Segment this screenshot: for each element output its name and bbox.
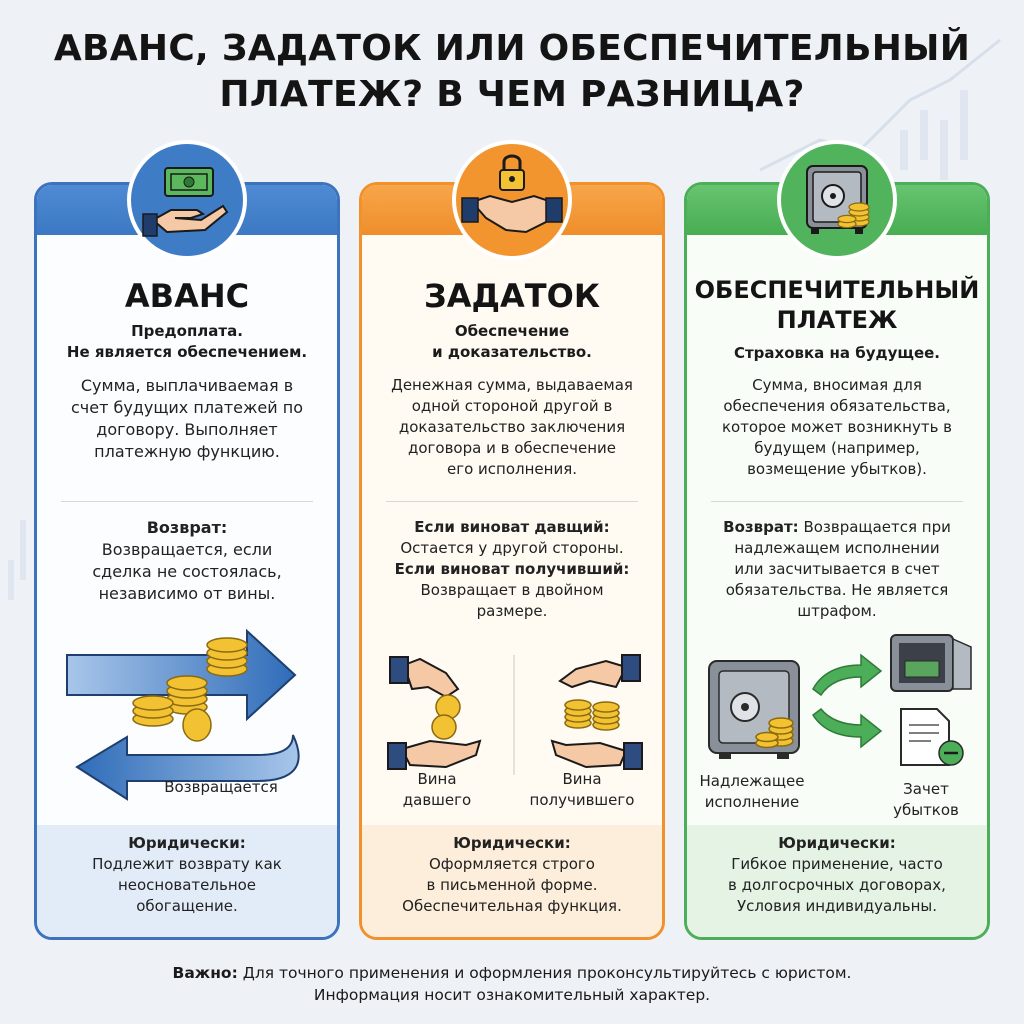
safe-arrows-illustration [701,631,981,771]
safe-coins-icon [777,140,897,260]
handshake-lock-icon [452,140,572,260]
return-section: Возврат: Возвращается при надлежащем исполнении или засчитывается в счет обязательства. Не является штрафом. [723,518,951,620]
card-subtitle-2: Не является обеспечением. [66,343,308,361]
card-title: ОБЕСПЕЧИТЕЛЬНЫЙ ПЛАТЕЖ [694,276,980,334]
card-subtitle-1: Обеспечение [454,322,570,340]
fault-receiver-label: Вина получившего [529,770,635,809]
card-description: Сумма, вносимая для обеспечения обязательства, которое может возникнуть в будущем (например, возмещение убытков). [721,376,953,478]
returns-label: Возвращается [164,778,278,796]
disclaimer-note: Важно: Для точного применения и оформления проконсультируйтесь с юристом. Информация носит ознакомительный характер. [172,964,852,1004]
return-section: Возврат: Возвращается, если сделка не состоялась, независимо от вины. [92,518,282,603]
fault-giver-label: Вина давшего [402,770,472,809]
legal-footer: Юридически: Гибкое применение, часто в долгосрочных договорах, Условия индивидуальны. [687,825,987,937]
divider [386,501,638,502]
page-title: АВАНС, ЗАДАТОК ИЛИ ОБЕСПЕЧИТЕЛЬНЫЙ ПЛАТЕЖ? В ЧЕМ РАЗНИЦА? [53,28,971,115]
proper-performance-label: Надлежащее исполнение [699,772,805,811]
divider [711,501,963,502]
card-zadatok [359,182,665,940]
divider [61,501,313,502]
legal-footer: Юридически: Подлежит возврату как неосновательное обогащение. [37,825,337,937]
card-description: Денежная сумма, выдаваемая одной стороной другой в доказательство заключения договора и в обеспечение его исполнения. [391,376,633,478]
card-description: Сумма, выплачиваемая в счет будущих платежей по договору. Выполняет платежную функцию. [70,376,304,461]
card-subtitle: Страховка на будущее. [733,344,941,362]
card-subtitle-1: Предоплата. [131,322,243,340]
card-avans [34,182,340,940]
card-title: АВАНС [124,277,250,315]
legal-footer: Юридически: Оформляется строго в письменной форме. Обеспечительная функция. [362,825,662,937]
card-title: ЗАДАТОК [424,277,600,315]
card-obespechitelny [684,182,990,940]
card-subtitle-2: и доказательство. [432,343,592,361]
hands-coins-illustration [376,645,652,785]
hand-banknote-icon [127,140,247,260]
cases-section: Если виноват давщий: Остается у другой стороны. Если виноват получивший: Возвращает в двойном размере. [394,518,630,620]
loss-offset-label: Зачет убытков [893,780,959,819]
